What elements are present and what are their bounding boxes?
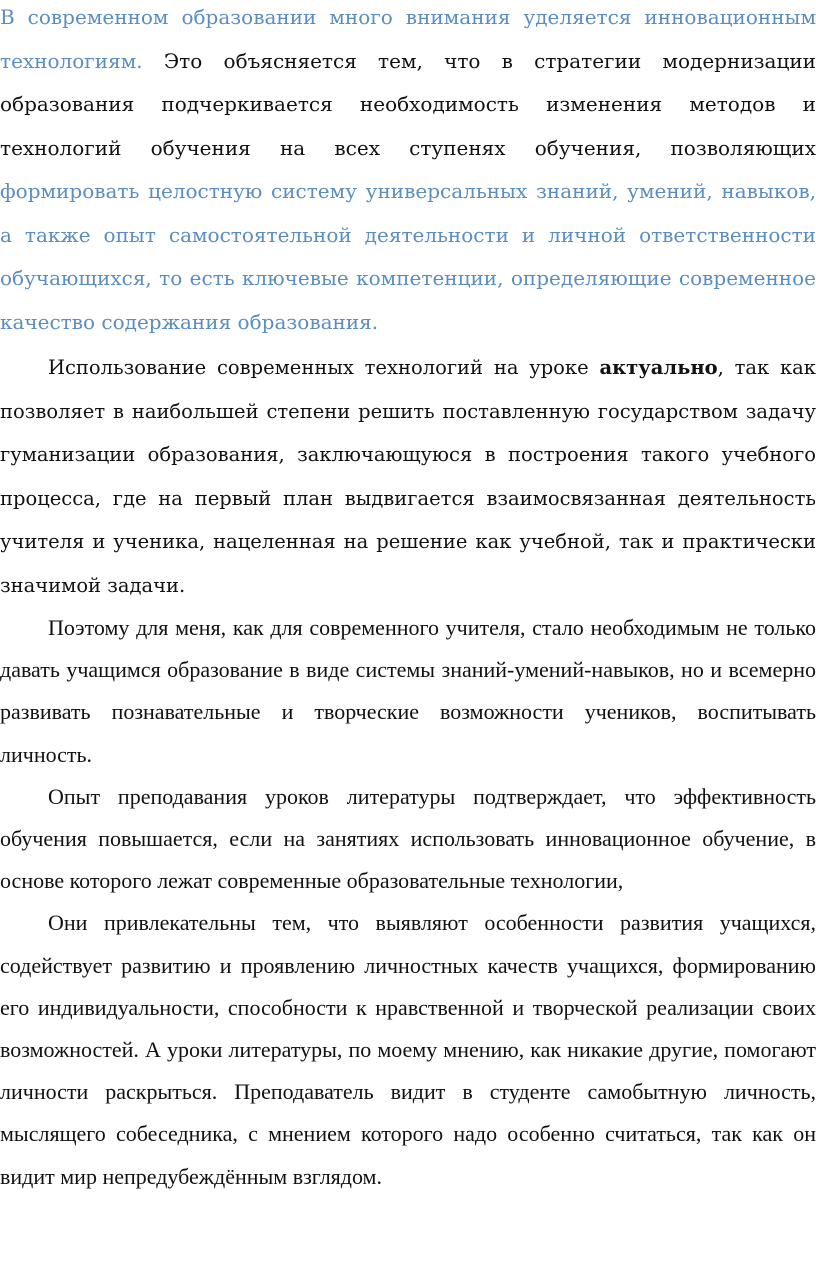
paragraph-1-plain: Это объясняется тем, что в стратегии модернизации образования подчеркивается необходимость изменения методов и технологий обучения на всех ступенях обучения, позволяющих	[0, 48, 816, 160]
paragraph-3: Поэтому для меня, как для современного учителя, стало необходимым не только давать учащимся образование в виде системы знаний-умений-навыков, но и всемерно развивать познавательные и творческие возможности учеников, воспитывать личность.	[0, 615, 816, 767]
paragraph-2-before-bold: Использование современных технологий на уроке	[48, 356, 600, 379]
paragraph-2	[0, 346, 816, 607]
paragraph-2-after-bold: , так как позволяет в наибольшей степени решить поставленную государством задачу гуманизации образования, заключающуюся в построения такого учебного процесса, где на первый план выдвигается взаимосвязанная деятельность учителя и ученика, нацеленная на решение как учебной, так и практически значимой задачи.	[0, 356, 816, 597]
paragraph-1	[0, 0, 816, 344]
paragraph-2-bold-word: актуально	[599, 356, 718, 379]
paragraph-1-accent-intro: В современном образовании много внимания уделяется инновационным технологиям.	[0, 5, 816, 73]
paragraph-4: Опыт преподавания уроков литературы подтверждает, что эффективность обучения повышается, если на занятиях использовать инновационное обучение, в основе которого лежат современные образовательные технологии,	[0, 783, 816, 894]
paragraph-1-accent-outro: формировать целостную систему универсальных знаний, умений, навыков, а также опыт самостоятельной деятельности и личной ответственности обучающихся, то есть ключевые компетенции, определяющие современное качество содержания образования.	[0, 179, 816, 334]
paragraph-5: Они привлекательны тем, что выявляют особенности развития учащихся, содействует развитию и проявлению личностных качеств учащихся, формированию его индивидуальности, способности к нравственной и творческой реализации своих возможностей. А уроки литературы, по моему мнению, как никакие другие, помогают личности раскрыться. Преподаватель видит в студенте самобытную личность, мыслящего собеседника, с мнением которого надо особенно считаться, так как он видит мир непредубеждённым взглядом.	[0, 910, 816, 1189]
